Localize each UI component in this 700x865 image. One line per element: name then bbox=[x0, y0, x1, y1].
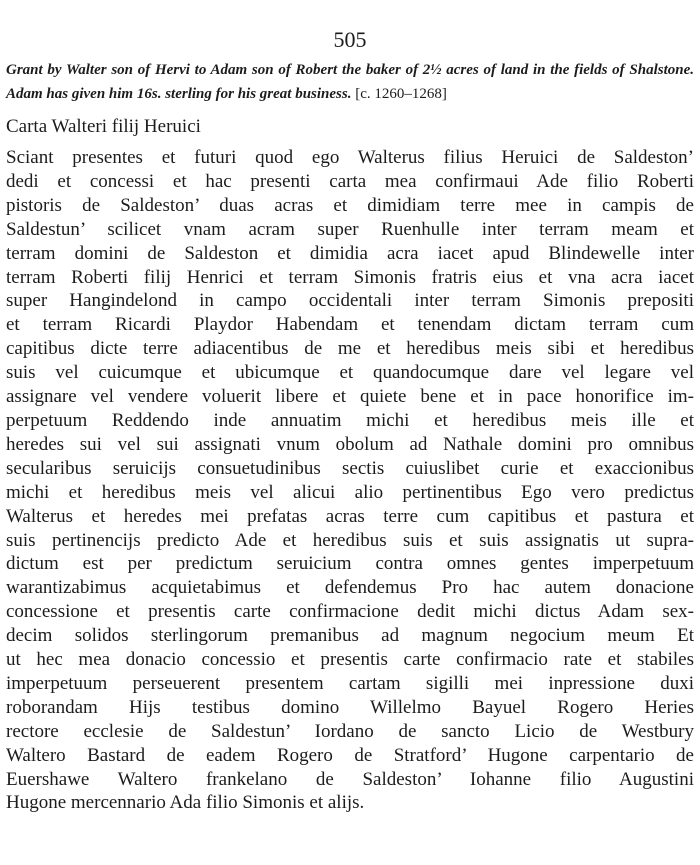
charter-body-line: dictum est per predictum seruicium contra omnes gentes imperpetuum bbox=[6, 553, 694, 575]
charter-body-line: Saldestun’ scilicet vnam acram super Ruenhulle inter terram meam et bbox=[6, 218, 694, 240]
charter-body-line: dedi et concessi et hac presenti carta mea confirmaui Ade filio Roberti bbox=[6, 170, 694, 192]
charter-body-line: rectore ecclesie de Saldestun’ Iordano de sancto Licio de Westbury bbox=[6, 720, 694, 742]
charter-body-line: suis vel cuicumque et ubicumque et quandocumque dare vel legare vel bbox=[6, 362, 694, 384]
charter-body-line: roborandam Hijs testibus domino Willelmo Bayuel Rogero Heries bbox=[6, 696, 694, 718]
charter-body-line: terram Roberti filij Henrici et terram Simonis fratris eius et vna acra iacet bbox=[6, 266, 694, 288]
charter-body-line: concessione et presentis carte confirmacione dedit michi dictus Adam sex- bbox=[6, 601, 694, 623]
charter-body-line: et terram Ricardi Playdor Habendam et tenendam dictam terram cum bbox=[6, 314, 694, 336]
charter-body-line: ut hec mea donacio concessio et presentis carte confirmacio rate et stabiles bbox=[6, 649, 694, 671]
charter-body bbox=[6, 146, 694, 815]
charter-summary bbox=[6, 58, 694, 106]
charter-body-line: secularibus seruicijs consuetudinibus sectis cuiuslibet curie et exaccionibus bbox=[6, 457, 694, 479]
charter-heading: Carta Walteri filij Heruici bbox=[6, 116, 201, 137]
charter-body-line: Hugone mercennario Ada filio Simonis et alijs. bbox=[6, 792, 365, 814]
charter-body-line: terram domini de Saldeston et dimidia acra iacet apud Blindewelle inter bbox=[6, 242, 694, 264]
charter-body-line: warantizabimus acquietabimus et defendemus Pro hac autem donacione bbox=[6, 577, 694, 599]
charter-body-line: perpetuum Reddendo inde annuatim michi et heredibus meis ille et bbox=[6, 409, 694, 431]
summary-date: [c. 1260–1268] bbox=[355, 86, 447, 102]
charter-body-line: Walterus et heredes mei prefatas acras terre cum capitibus et pastura et bbox=[6, 505, 694, 527]
summary-text: Grant by Walter son of Hervi to Adam son of Robert the baker of 2½ acres of land in the fields of Shalstone. Adam has given him 16s. sterling for his great business. bbox=[6, 62, 694, 102]
charter-body-line: suis pertinencijs predicto Ade et heredibus suis et suis assignatis ut supra- bbox=[6, 529, 694, 551]
charter-body-line: imperpetuum perseuerent presentem cartam sigilli mei inpressione duxi bbox=[6, 672, 694, 694]
charter-body-line: assignare vel vendere voluerit libere et quiete bene et in pace honorifice im- bbox=[6, 386, 694, 408]
charter-body-line: decim solidos sterlingorum premanibus ad magnum negocium meum Et bbox=[6, 625, 694, 647]
charter-body-line: pistoris de Saldeston’ duas acras et dimidiam terre mee in campis de bbox=[6, 194, 694, 216]
charter-body-line: Sciant presentes et futuri quod ego Walterus filius Heruici de Saldeston’ bbox=[6, 147, 694, 168]
charter-body-line: Waltero Bastard de eadem Rogero de Stratford’ Hugone carpentario de bbox=[6, 744, 694, 766]
charter-body-line: super Hangindelond in campo occidentali inter terram Simonis prepositi bbox=[6, 290, 694, 312]
charter-body-line: michi et heredibus meis vel alicui alio pertinentibus Ego vero predictus bbox=[6, 481, 694, 503]
page-number: 505 bbox=[333, 27, 367, 52]
charter-body-line: heredes sui vel sui assignati vnum obolum ad Nathale domini pro omnibus bbox=[6, 433, 694, 455]
charter-body-line: capitibus dicte terre adiacentibus de me et heredibus meis sibi et heredibus bbox=[6, 338, 694, 360]
charter-body-line: Euershawe Waltero frankelano de Saldeston’ Iohanne filio Augustini bbox=[6, 768, 694, 790]
